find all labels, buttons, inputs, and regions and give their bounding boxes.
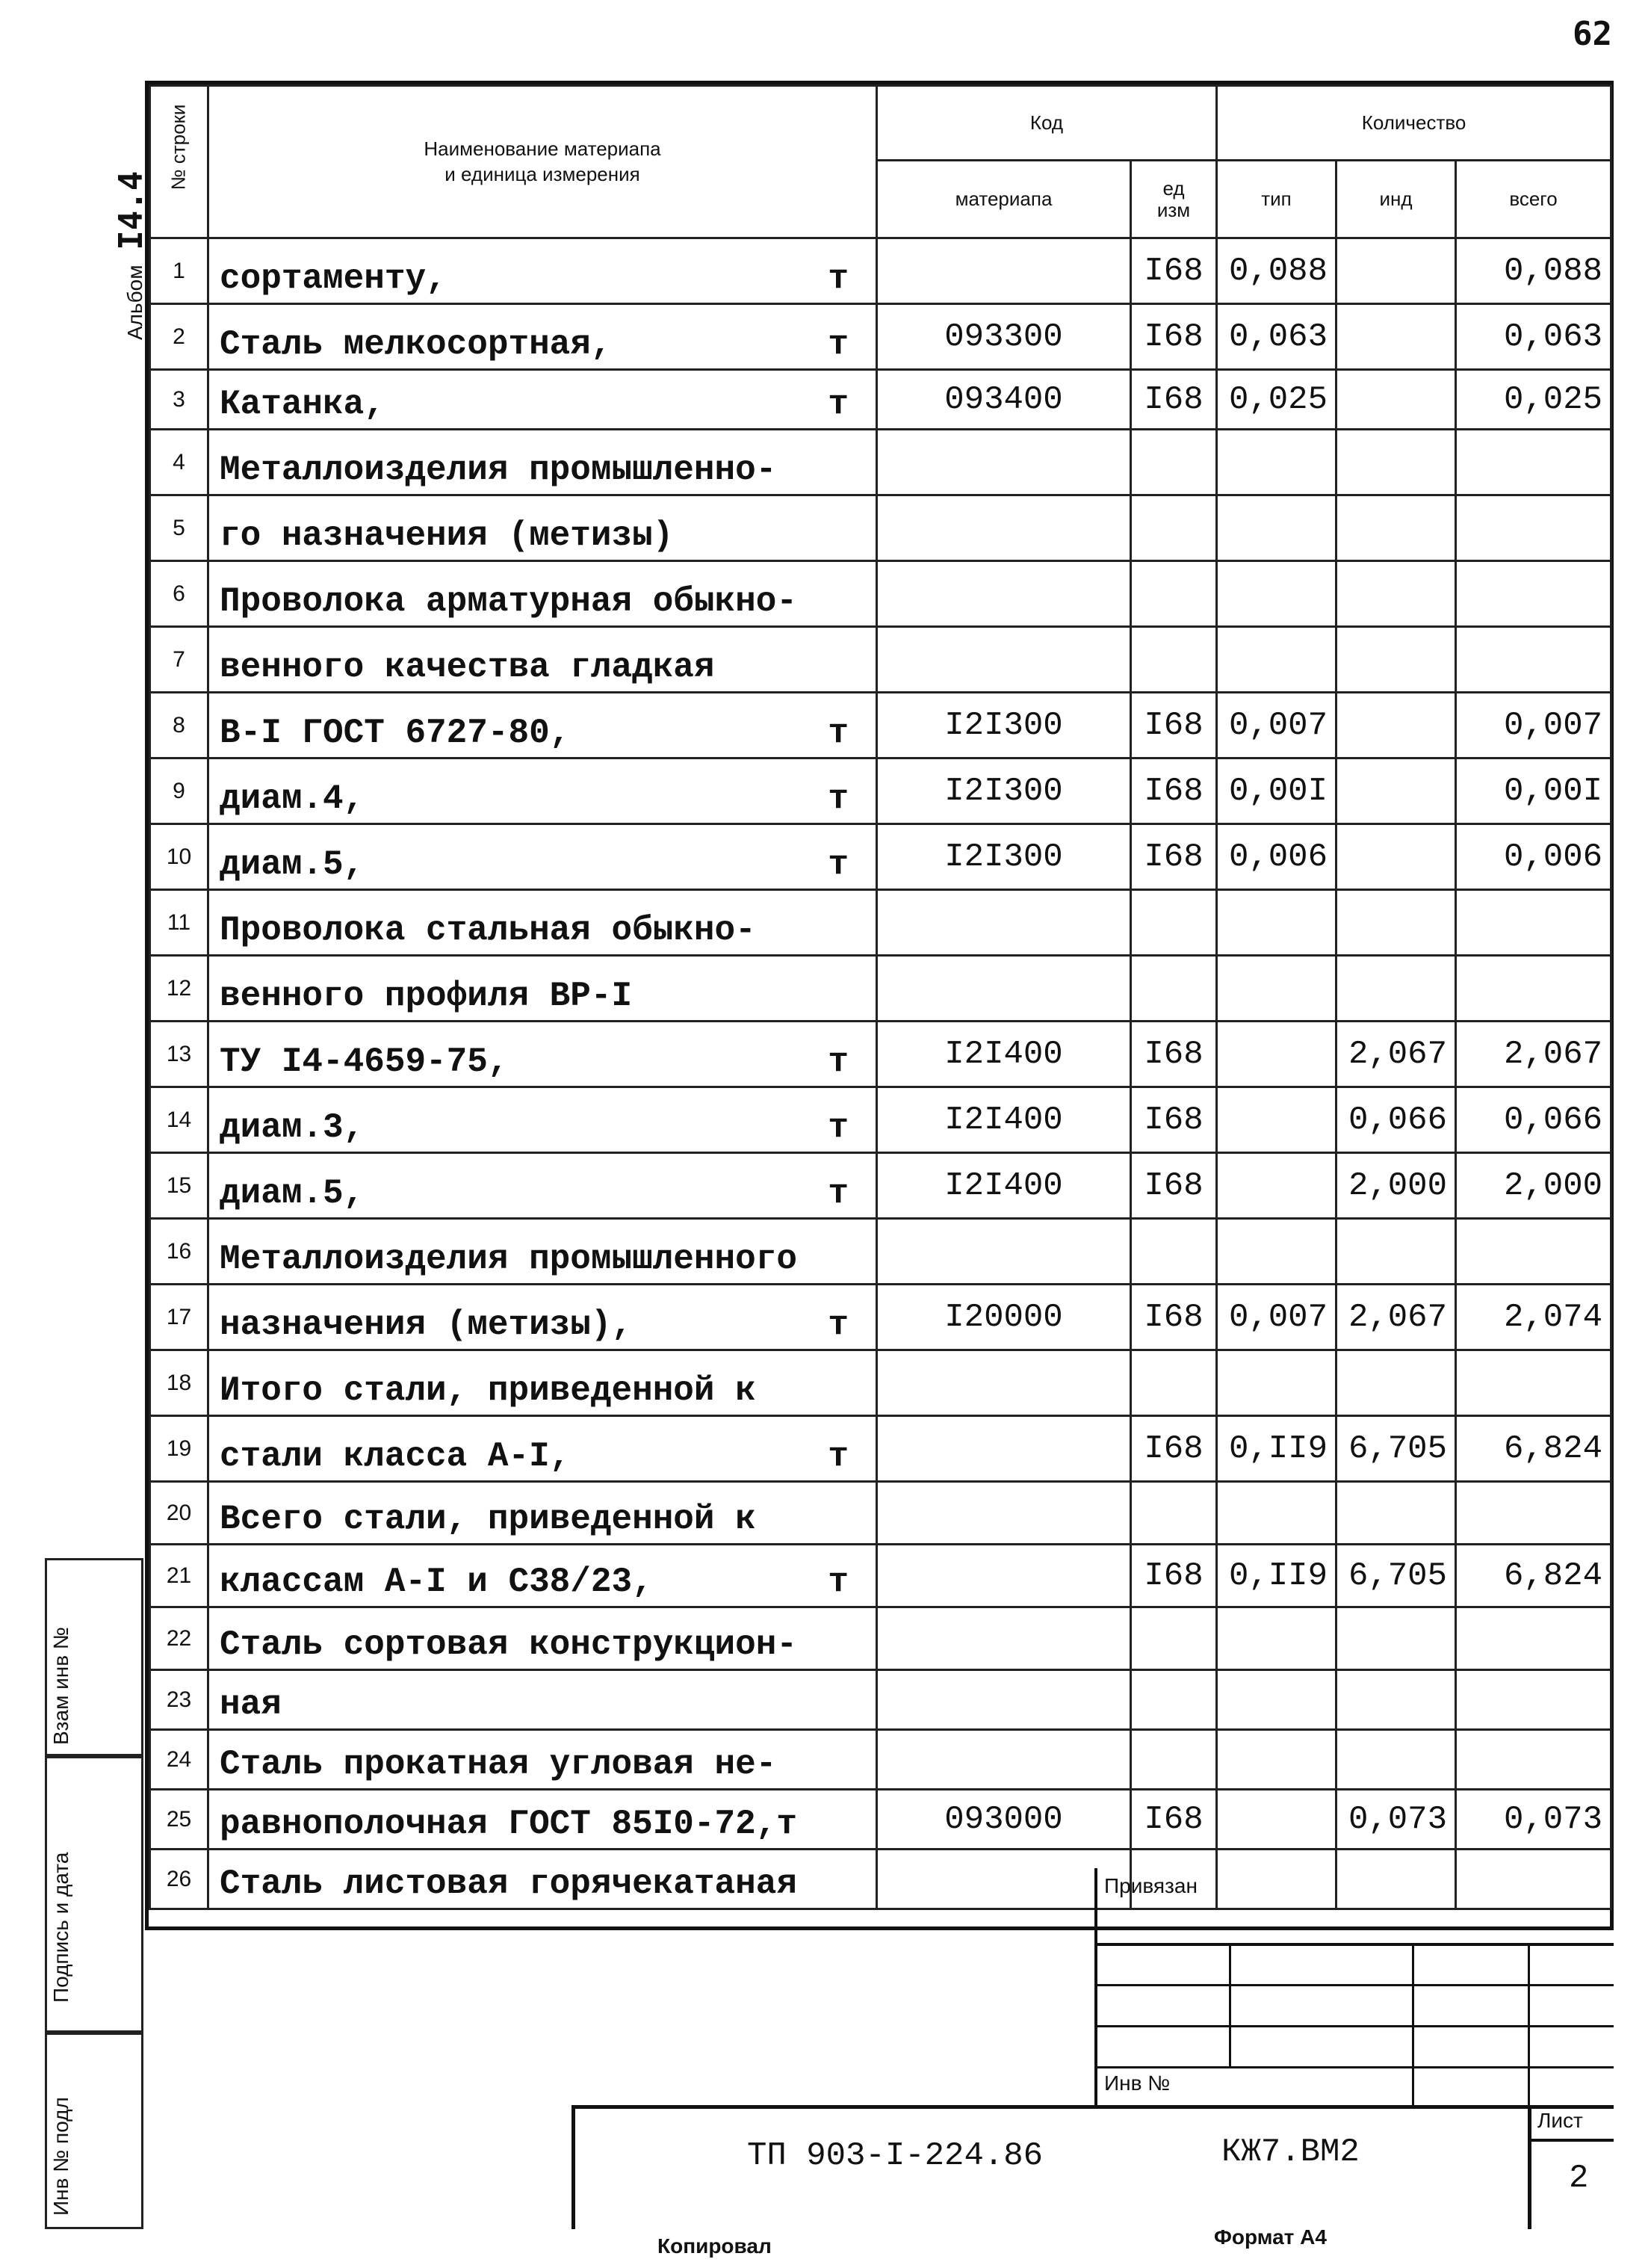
row-type-qty bbox=[1217, 1730, 1336, 1790]
row-unit-code: I68 bbox=[1131, 693, 1217, 758]
tb-doc-code: ТП 903-I-224.86 bbox=[747, 2137, 1044, 2175]
row-unit: т bbox=[828, 845, 849, 884]
row-total-qty: 0,007 bbox=[1456, 693, 1611, 758]
row-material-code bbox=[877, 1670, 1131, 1730]
row-unit-code: I68 bbox=[1131, 1285, 1217, 1350]
row-type-qty: 0,II9 bbox=[1217, 1416, 1336, 1482]
row-unit: т bbox=[828, 1563, 849, 1601]
row-name bbox=[208, 1285, 877, 1350]
row-total-qty: 2,000 bbox=[1456, 1153, 1611, 1219]
row-name-text: диам.4, bbox=[220, 779, 365, 818]
row-name-text: сортаменту, bbox=[220, 259, 447, 298]
row-total-qty: 2,067 bbox=[1456, 1022, 1611, 1087]
row-unit-code bbox=[1131, 1219, 1217, 1285]
row-number: 17 bbox=[150, 1285, 208, 1350]
row-total-qty: 0,006 bbox=[1456, 824, 1611, 890]
row-total-qty bbox=[1456, 1607, 1611, 1670]
row-name bbox=[208, 561, 877, 627]
row-unit-code: I68 bbox=[1131, 370, 1217, 430]
table-row bbox=[150, 1850, 1611, 1909]
row-ind-qty bbox=[1336, 304, 1456, 370]
row-number: 19 bbox=[150, 1416, 208, 1482]
row-type-qty bbox=[1217, 627, 1336, 693]
row-number: 10 bbox=[150, 824, 208, 890]
row-name-text: венного профиля ВР-I bbox=[220, 977, 633, 1016]
header-unit-text: ед изм bbox=[1156, 176, 1191, 221]
row-name bbox=[208, 824, 877, 890]
row-type-qty: 0,025 bbox=[1217, 370, 1336, 430]
row-name-text: равнополочная ГОСТ 85I0-72,т bbox=[220, 1805, 797, 1844]
row-total-qty bbox=[1456, 1730, 1611, 1790]
row-unit-code bbox=[1131, 956, 1217, 1022]
row-ind-qty: 2,067 bbox=[1336, 1285, 1456, 1350]
row-ind-qty: 6,705 bbox=[1336, 1545, 1456, 1607]
row-unit-code bbox=[1131, 561, 1217, 627]
row-unit: т bbox=[828, 779, 849, 818]
row-material-code bbox=[877, 430, 1131, 495]
table-row bbox=[150, 1153, 1611, 1219]
row-name bbox=[208, 693, 877, 758]
row-ind-qty bbox=[1336, 1850, 1456, 1909]
row-name-text: Металлоизделия промышленного bbox=[220, 1240, 797, 1279]
row-number: 21 bbox=[150, 1545, 208, 1607]
row-unit: т bbox=[828, 1174, 849, 1213]
row-unit-code bbox=[1131, 1607, 1217, 1670]
row-unit-code bbox=[1131, 495, 1217, 561]
row-name bbox=[208, 1850, 877, 1909]
row-total-qty bbox=[1456, 956, 1611, 1022]
row-material-code: I20000 bbox=[877, 1285, 1131, 1350]
row-number: 1 bbox=[150, 238, 208, 304]
table-row bbox=[150, 238, 1611, 304]
row-name-text: Итого стали, приведенной к bbox=[220, 1371, 756, 1410]
row-unit-code: I68 bbox=[1131, 238, 1217, 304]
row-name-text: Сталь сортовая конструкцион- bbox=[220, 1625, 797, 1664]
footer-copied: Копировал bbox=[657, 2234, 772, 2258]
row-number: 6 bbox=[150, 561, 208, 627]
row-number: 26 bbox=[150, 1850, 208, 1909]
row-number: 16 bbox=[150, 1219, 208, 1285]
tb-line bbox=[572, 2105, 575, 2229]
table-row bbox=[150, 1416, 1611, 1482]
row-unit-code: I68 bbox=[1131, 1022, 1217, 1087]
table-row bbox=[150, 1670, 1611, 1730]
row-type-qty bbox=[1217, 430, 1336, 495]
row-material-code: 093300 bbox=[877, 304, 1131, 370]
row-unit: т bbox=[828, 1306, 849, 1344]
row-material-code bbox=[877, 1730, 1131, 1790]
row-name-text: стали класса А-I, bbox=[220, 1437, 571, 1476]
tb-inv-no: Инв № bbox=[1104, 2071, 1171, 2095]
row-total-qty: 2,074 bbox=[1456, 1285, 1611, 1350]
row-ind-qty bbox=[1336, 1730, 1456, 1790]
row-ind-qty: 0,066 bbox=[1336, 1087, 1456, 1153]
header-total: всего bbox=[1456, 161, 1611, 238]
table-row bbox=[150, 495, 1611, 561]
table-row bbox=[150, 627, 1611, 693]
row-unit: т bbox=[828, 325, 849, 364]
row-type-qty: 0,088 bbox=[1217, 238, 1336, 304]
row-name-text: назначения (метизы), bbox=[220, 1306, 633, 1344]
row-unit: т bbox=[828, 385, 849, 424]
row-unit-code: I68 bbox=[1131, 1087, 1217, 1153]
tb-line bbox=[1528, 1943, 1530, 2107]
tb-line bbox=[1229, 1943, 1231, 2066]
table-row bbox=[150, 1730, 1611, 1790]
table-row bbox=[150, 824, 1611, 890]
row-name bbox=[208, 758, 877, 824]
row-name-text: Проволока стальная обыкно- bbox=[220, 911, 756, 950]
tb-line bbox=[1094, 1943, 1614, 1946]
header-ind: инд bbox=[1336, 161, 1456, 238]
tb-line bbox=[1094, 1868, 1097, 2107]
row-type-qty: 0,063 bbox=[1217, 304, 1336, 370]
row-number: 18 bbox=[150, 1350, 208, 1416]
table-row bbox=[150, 693, 1611, 758]
table-row bbox=[150, 1482, 1611, 1545]
table-row bbox=[150, 1350, 1611, 1416]
row-ind-qty bbox=[1336, 430, 1456, 495]
tb-line bbox=[1412, 1943, 1414, 2107]
row-number: 20 bbox=[150, 1482, 208, 1545]
row-material-code: I2I300 bbox=[877, 693, 1131, 758]
row-type-qty bbox=[1217, 561, 1336, 627]
row-name-text: го назначения (метизы) bbox=[220, 516, 674, 555]
row-material-code bbox=[877, 890, 1131, 956]
row-name bbox=[208, 1022, 877, 1087]
row-name-text: ная bbox=[220, 1685, 282, 1724]
row-ind-qty bbox=[1336, 1482, 1456, 1545]
row-material-code: I2I400 bbox=[877, 1022, 1131, 1087]
stamp-inv-podl-label: Инв № подл bbox=[49, 2097, 72, 2216]
row-unit: т bbox=[828, 259, 849, 298]
table-row bbox=[150, 1022, 1611, 1087]
row-total-qty: 0,066 bbox=[1456, 1087, 1611, 1153]
row-name bbox=[208, 1670, 877, 1730]
row-number: 14 bbox=[150, 1087, 208, 1153]
header-unit bbox=[1131, 161, 1217, 238]
tb-line bbox=[1528, 2105, 1531, 2229]
row-unit-code: I68 bbox=[1131, 758, 1217, 824]
row-name bbox=[208, 890, 877, 956]
row-material-code bbox=[877, 1219, 1131, 1285]
row-number: 15 bbox=[150, 1153, 208, 1219]
row-unit-code bbox=[1131, 1670, 1217, 1730]
row-unit-code: I68 bbox=[1131, 1153, 1217, 1219]
row-name bbox=[208, 1607, 877, 1670]
row-name bbox=[208, 1730, 877, 1790]
row-unit: т bbox=[828, 1108, 849, 1147]
row-total-qty: 6,824 bbox=[1456, 1416, 1611, 1482]
row-type-qty bbox=[1217, 1482, 1336, 1545]
header-code: Код bbox=[877, 86, 1217, 161]
row-number: 2 bbox=[150, 304, 208, 370]
row-ind-qty bbox=[1336, 693, 1456, 758]
row-ind-qty bbox=[1336, 1607, 1456, 1670]
row-name bbox=[208, 430, 877, 495]
header-type: тип bbox=[1217, 161, 1336, 238]
row-total-qty bbox=[1456, 1670, 1611, 1730]
album-number: I4.4 bbox=[112, 170, 150, 250]
row-type-qty: 0,007 bbox=[1217, 1285, 1336, 1350]
row-unit-code bbox=[1131, 1350, 1217, 1416]
table-row bbox=[150, 1790, 1611, 1850]
row-material-code bbox=[877, 1607, 1131, 1670]
row-number: 23 bbox=[150, 1670, 208, 1730]
row-type-qty bbox=[1217, 495, 1336, 561]
row-type-qty bbox=[1217, 1087, 1336, 1153]
album-label-text: Альбом bbox=[123, 265, 146, 340]
row-total-qty: 0,025 bbox=[1456, 370, 1611, 430]
row-type-qty: 0,007 bbox=[1217, 693, 1336, 758]
row-name bbox=[208, 1350, 877, 1416]
row-name-text: диам.5, bbox=[220, 845, 365, 884]
row-type-qty bbox=[1217, 1670, 1336, 1730]
row-name bbox=[208, 1416, 877, 1482]
row-unit-code: I68 bbox=[1131, 304, 1217, 370]
tb-line bbox=[572, 2105, 1614, 2109]
table-row bbox=[150, 1607, 1611, 1670]
table-row bbox=[150, 758, 1611, 824]
row-type-qty bbox=[1217, 1790, 1336, 1850]
row-material-code: I2I400 bbox=[877, 1153, 1131, 1219]
row-name-text: Сталь мелкосортная, bbox=[220, 325, 612, 364]
row-type-qty bbox=[1217, 956, 1336, 1022]
header-name bbox=[208, 86, 877, 238]
row-material-code bbox=[877, 1545, 1131, 1607]
row-material-code: I2I300 bbox=[877, 758, 1131, 824]
row-name bbox=[208, 1219, 877, 1285]
row-material-code bbox=[877, 1416, 1131, 1482]
row-number: 4 bbox=[150, 430, 208, 495]
footer-format: Формат А4 bbox=[1214, 2225, 1327, 2249]
row-total-qty bbox=[1456, 561, 1611, 627]
row-material-code: I2I400 bbox=[877, 1087, 1131, 1153]
row-material-code: 093400 bbox=[877, 370, 1131, 430]
row-ind-qty bbox=[1336, 627, 1456, 693]
row-unit-code bbox=[1131, 890, 1217, 956]
row-number: 22 bbox=[150, 1607, 208, 1670]
tb-list-number: 2 bbox=[1569, 2160, 1589, 2197]
row-number: 3 bbox=[150, 370, 208, 430]
row-unit: т bbox=[828, 1042, 849, 1081]
row-unit-code bbox=[1131, 1482, 1217, 1545]
tb-line bbox=[1094, 2025, 1614, 2027]
row-total-qty bbox=[1456, 1350, 1611, 1416]
row-type-qty bbox=[1217, 1153, 1336, 1219]
row-total-qty: 0,088 bbox=[1456, 238, 1611, 304]
row-ind-qty bbox=[1336, 1350, 1456, 1416]
row-number: 13 bbox=[150, 1022, 208, 1087]
row-ind-qty bbox=[1336, 1219, 1456, 1285]
row-name-text: Всего стали, приведенной к bbox=[220, 1500, 756, 1539]
row-ind-qty bbox=[1336, 561, 1456, 627]
row-ind-qty bbox=[1336, 370, 1456, 430]
row-name bbox=[208, 1087, 877, 1153]
row-name bbox=[208, 495, 877, 561]
row-ind-qty bbox=[1336, 890, 1456, 956]
row-total-qty bbox=[1456, 430, 1611, 495]
row-material-code bbox=[877, 495, 1131, 561]
row-name bbox=[208, 1482, 877, 1545]
row-name-text: классам А-I и С38/23, bbox=[220, 1563, 653, 1601]
row-number: 9 bbox=[150, 758, 208, 824]
row-type-qty: 0,006 bbox=[1217, 824, 1336, 890]
row-ind-qty: 6,705 bbox=[1336, 1416, 1456, 1482]
table-row bbox=[150, 956, 1611, 1022]
row-material-code: I2I300 bbox=[877, 824, 1131, 890]
row-total-qty bbox=[1456, 890, 1611, 956]
row-name-text: Металлоизделия промышленно- bbox=[220, 451, 777, 489]
row-total-qty: 0,073 bbox=[1456, 1790, 1611, 1850]
row-unit-code bbox=[1131, 430, 1217, 495]
row-ind-qty: 2,000 bbox=[1336, 1153, 1456, 1219]
row-material-code bbox=[877, 1350, 1131, 1416]
row-material-code bbox=[877, 1482, 1131, 1545]
row-type-qty: 0,00I bbox=[1217, 758, 1336, 824]
row-ind-qty: 0,073 bbox=[1336, 1790, 1456, 1850]
row-name bbox=[208, 1545, 877, 1607]
header-row-number bbox=[150, 86, 208, 238]
table-row bbox=[150, 430, 1611, 495]
table-row bbox=[150, 370, 1611, 430]
tb-privyazan: Привязан bbox=[1104, 1874, 1198, 1897]
row-name-text: ТУ I4-4659-75, bbox=[220, 1042, 509, 1081]
tb-line bbox=[1528, 2139, 1614, 2142]
row-name bbox=[208, 238, 877, 304]
row-unit-code bbox=[1131, 627, 1217, 693]
row-unit-code: I68 bbox=[1131, 1790, 1217, 1850]
row-unit-code: I68 bbox=[1131, 824, 1217, 890]
row-number: 7 bbox=[150, 627, 208, 693]
row-total-qty: 0,063 bbox=[1456, 304, 1611, 370]
row-unit-code bbox=[1131, 1730, 1217, 1790]
row-material-code bbox=[877, 238, 1131, 304]
row-type-qty bbox=[1217, 1022, 1336, 1087]
row-type-qty bbox=[1217, 1850, 1336, 1909]
header-name-text: Наименование материапа и единица измерения bbox=[424, 137, 661, 185]
row-material-code bbox=[877, 627, 1131, 693]
row-total-qty bbox=[1456, 1850, 1611, 1909]
row-name-text: В-I ГОСТ 6727-80, bbox=[220, 714, 571, 753]
row-number: 25 bbox=[150, 1790, 208, 1850]
row-unit-code: I68 bbox=[1131, 1545, 1217, 1607]
row-material-code: 093000 bbox=[877, 1790, 1131, 1850]
row-name bbox=[208, 627, 877, 693]
row-total-qty: 0,00I bbox=[1456, 758, 1611, 824]
row-name bbox=[208, 1790, 877, 1850]
row-type-qty bbox=[1217, 1350, 1336, 1416]
row-name-text: Сталь прокатная угловая не- bbox=[220, 1745, 777, 1784]
row-type-qty bbox=[1217, 1607, 1336, 1670]
row-total-qty bbox=[1456, 1482, 1611, 1545]
row-ind-qty bbox=[1336, 758, 1456, 824]
table-row bbox=[150, 561, 1611, 627]
row-unit: т bbox=[828, 1437, 849, 1476]
row-total-qty bbox=[1456, 1219, 1611, 1285]
row-ind-qty bbox=[1336, 238, 1456, 304]
row-material-code bbox=[877, 956, 1131, 1022]
row-name-text: Проволока арматурная обыкно- bbox=[220, 582, 797, 621]
header-row-number-text: № строки bbox=[167, 104, 190, 190]
tb-doc-mark: КЖ7.ВМ2 bbox=[1221, 2133, 1360, 2171]
row-name-text: Сталь листовая горячекатаная bbox=[220, 1864, 797, 1903]
row-name bbox=[208, 956, 877, 1022]
row-ind-qty: 2,067 bbox=[1336, 1022, 1456, 1087]
row-name-text: Катанка, bbox=[220, 385, 385, 424]
row-total-qty bbox=[1456, 495, 1611, 561]
table-row bbox=[150, 1545, 1611, 1607]
row-number: 11 bbox=[150, 890, 208, 956]
row-material-code bbox=[877, 561, 1131, 627]
row-ind-qty bbox=[1336, 956, 1456, 1022]
table-row bbox=[150, 1219, 1611, 1285]
row-material-code bbox=[877, 1850, 1131, 1909]
stamp-vzam-label: Взам инв № bbox=[49, 1627, 72, 1745]
row-name bbox=[208, 370, 877, 430]
table-row bbox=[150, 1087, 1611, 1153]
row-number: 5 bbox=[150, 495, 208, 561]
row-ind-qty bbox=[1336, 1670, 1456, 1730]
tb-list-label: Лист bbox=[1537, 2109, 1583, 2132]
material-spec-table bbox=[149, 84, 1612, 1910]
row-number: 12 bbox=[150, 956, 208, 1022]
row-name bbox=[208, 1153, 877, 1219]
table-row bbox=[150, 890, 1611, 956]
tb-line bbox=[1094, 2066, 1614, 2068]
row-number: 8 bbox=[150, 693, 208, 758]
row-unit-code: I68 bbox=[1131, 1416, 1217, 1482]
row-type-qty: 0,II9 bbox=[1217, 1545, 1336, 1607]
row-ind-qty bbox=[1336, 495, 1456, 561]
sheet-number: 62 bbox=[1573, 15, 1612, 53]
row-total-qty bbox=[1456, 627, 1611, 693]
row-total-qty: 6,824 bbox=[1456, 1545, 1611, 1607]
stamp-podpis-label: Подпись и дата bbox=[49, 1852, 72, 2003]
row-number: 24 bbox=[150, 1730, 208, 1790]
header-quantity: Количество bbox=[1217, 86, 1611, 161]
tb-line bbox=[1094, 1984, 1614, 1986]
row-ind-qty bbox=[1336, 824, 1456, 890]
row-name-text: венного качества гладкая bbox=[220, 648, 715, 687]
table-row bbox=[150, 1285, 1611, 1350]
row-name bbox=[208, 304, 877, 370]
row-name-text: диам.3, bbox=[220, 1108, 365, 1147]
table-row bbox=[150, 304, 1611, 370]
row-name-text: диам.5, bbox=[220, 1174, 365, 1213]
row-type-qty bbox=[1217, 1219, 1336, 1285]
header-material: материапа bbox=[877, 161, 1131, 238]
row-type-qty bbox=[1217, 890, 1336, 956]
row-unit: т bbox=[828, 714, 849, 753]
